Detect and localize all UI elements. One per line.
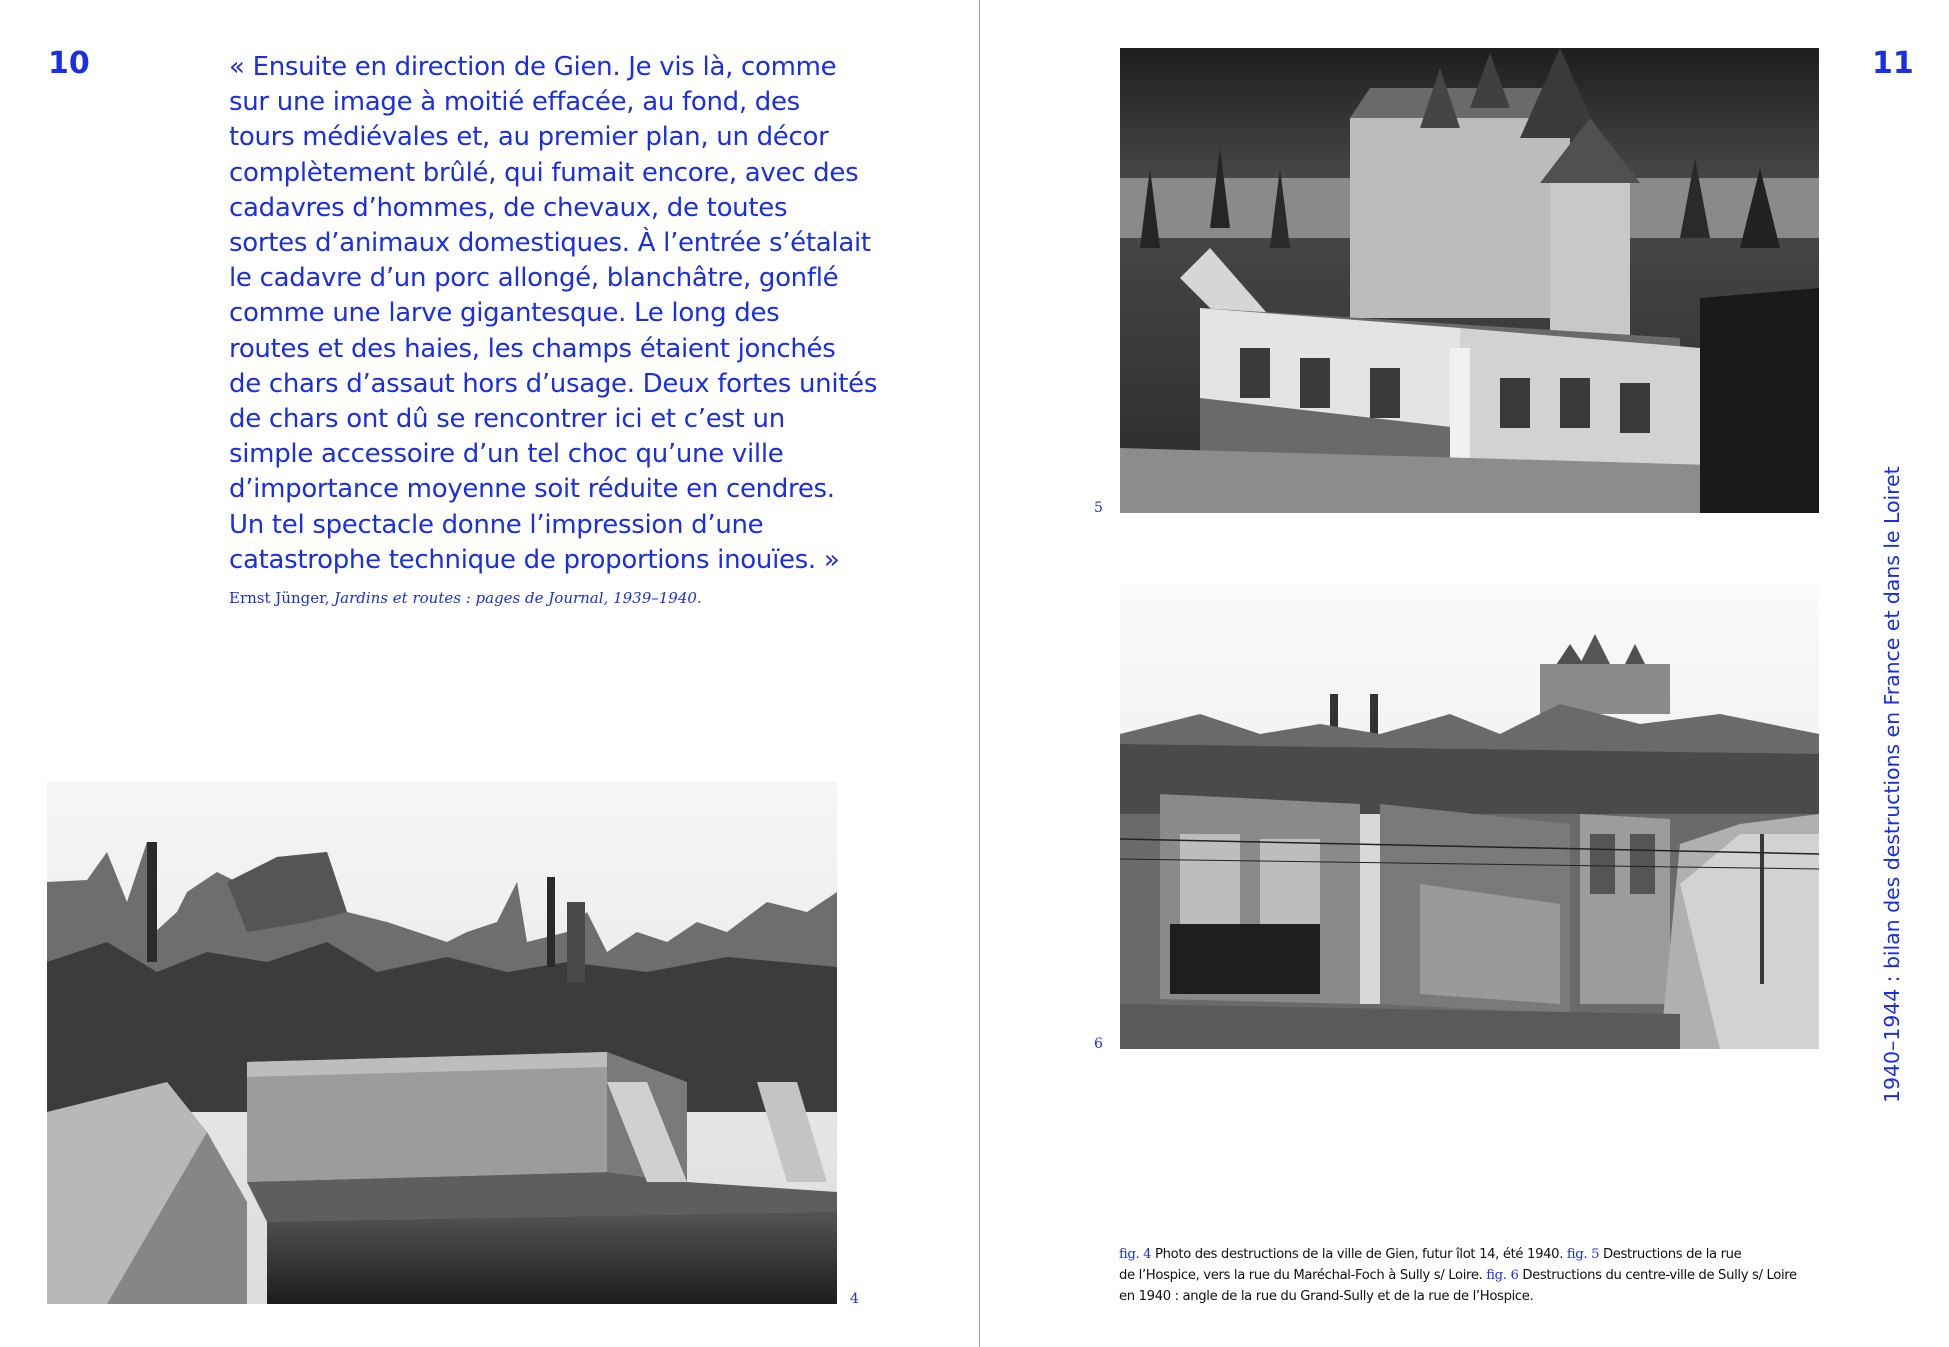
figure-5-photo bbox=[1120, 48, 1819, 513]
caption-text: Destructions de la rue bbox=[1599, 1247, 1742, 1262]
quote-attribution bbox=[229, 589, 702, 607]
epigraph-quote bbox=[229, 50, 878, 578]
quote-line: catastrophe technique de proportions inouïes. » bbox=[229, 544, 840, 575]
quote-line: routes et des haies, les champs étaient jonchés bbox=[229, 333, 836, 364]
quote-line: cadavres d’hommes, de chevaux, de toutes bbox=[229, 192, 788, 223]
figure-4-image bbox=[47, 782, 837, 1304]
caption-ref-fig6: fig. 6 bbox=[1486, 1268, 1519, 1283]
quote-line: de chars d’assaut hors d’usage. Deux fortes unités bbox=[229, 368, 878, 399]
attribution-author: Ernst Jünger, bbox=[229, 589, 335, 607]
caption-text: Photo des destructions de la ville de Gien, futur îlot 14, été 1940. bbox=[1151, 1247, 1564, 1262]
quote-line: sur une image à moitié effacée, au fond, des bbox=[229, 87, 800, 118]
caption-text: de l’Hospice, vers la rue du Maréchal-Foch à Sully s/ Loire. bbox=[1119, 1268, 1483, 1283]
caption-ref-fig5: fig. 5 bbox=[1566, 1247, 1600, 1262]
spread-gutter-divider bbox=[979, 0, 980, 1347]
quote-line: tours médiévales et, au premier plan, un décor bbox=[229, 122, 829, 153]
figure-6-photo bbox=[1120, 584, 1819, 1049]
right-page-number: 11 bbox=[1872, 46, 1914, 81]
figure-captions bbox=[1119, 1244, 1809, 1307]
left-page-number: 10 bbox=[48, 46, 90, 81]
quote-line: complètement brûlé, qui fumait encore, avec des bbox=[229, 157, 859, 188]
quote-line: de chars ont dû se rencontrer ici et c’est un bbox=[229, 404, 785, 435]
quote-line: sortes d’animaux domestiques. À l’entrée s’étalait bbox=[229, 228, 871, 259]
figure-5-number: 5 bbox=[1094, 500, 1103, 516]
figure-4-photo bbox=[47, 782, 837, 1304]
quote-line: Un tel spectacle donne l’impression d’une bbox=[229, 509, 764, 540]
quote-line: le cadavre d’un porc allongé, blanchâtre, gonflé bbox=[229, 263, 839, 294]
attribution-work: Jardins et routes : pages de Journal, 1939–1940. bbox=[334, 589, 702, 607]
figure-5-image bbox=[1120, 48, 1819, 513]
caption-text: Destructions du centre-ville de Sully s/ Loire bbox=[1518, 1268, 1797, 1283]
figure-4-number: 4 bbox=[850, 1291, 859, 1307]
running-head: 1940–1944 : bilan des destructions en France et dans le Loiret bbox=[1880, 466, 1904, 1103]
caption-line bbox=[1119, 1286, 1809, 1307]
quote-line: « Ensuite en direction de Gien. Je vis là, comme bbox=[229, 52, 837, 82]
caption-ref-fig4: fig. 4 bbox=[1119, 1247, 1152, 1262]
quote-line: comme une larve gigantesque. Le long des bbox=[229, 298, 780, 329]
quote-line: simple accessoire d’un tel choc qu’une ville bbox=[229, 439, 784, 470]
figure-6-image bbox=[1120, 584, 1819, 1049]
caption-line bbox=[1119, 1244, 1809, 1265]
quote-line: d’importance moyenne soit réduite en cendres. bbox=[229, 474, 835, 505]
figure-6-number: 6 bbox=[1094, 1036, 1103, 1052]
caption-line bbox=[1119, 1265, 1809, 1286]
caption-text: en 1940 : angle de la rue du Grand-Sully et de la rue de l’Hospice. bbox=[1119, 1289, 1534, 1304]
